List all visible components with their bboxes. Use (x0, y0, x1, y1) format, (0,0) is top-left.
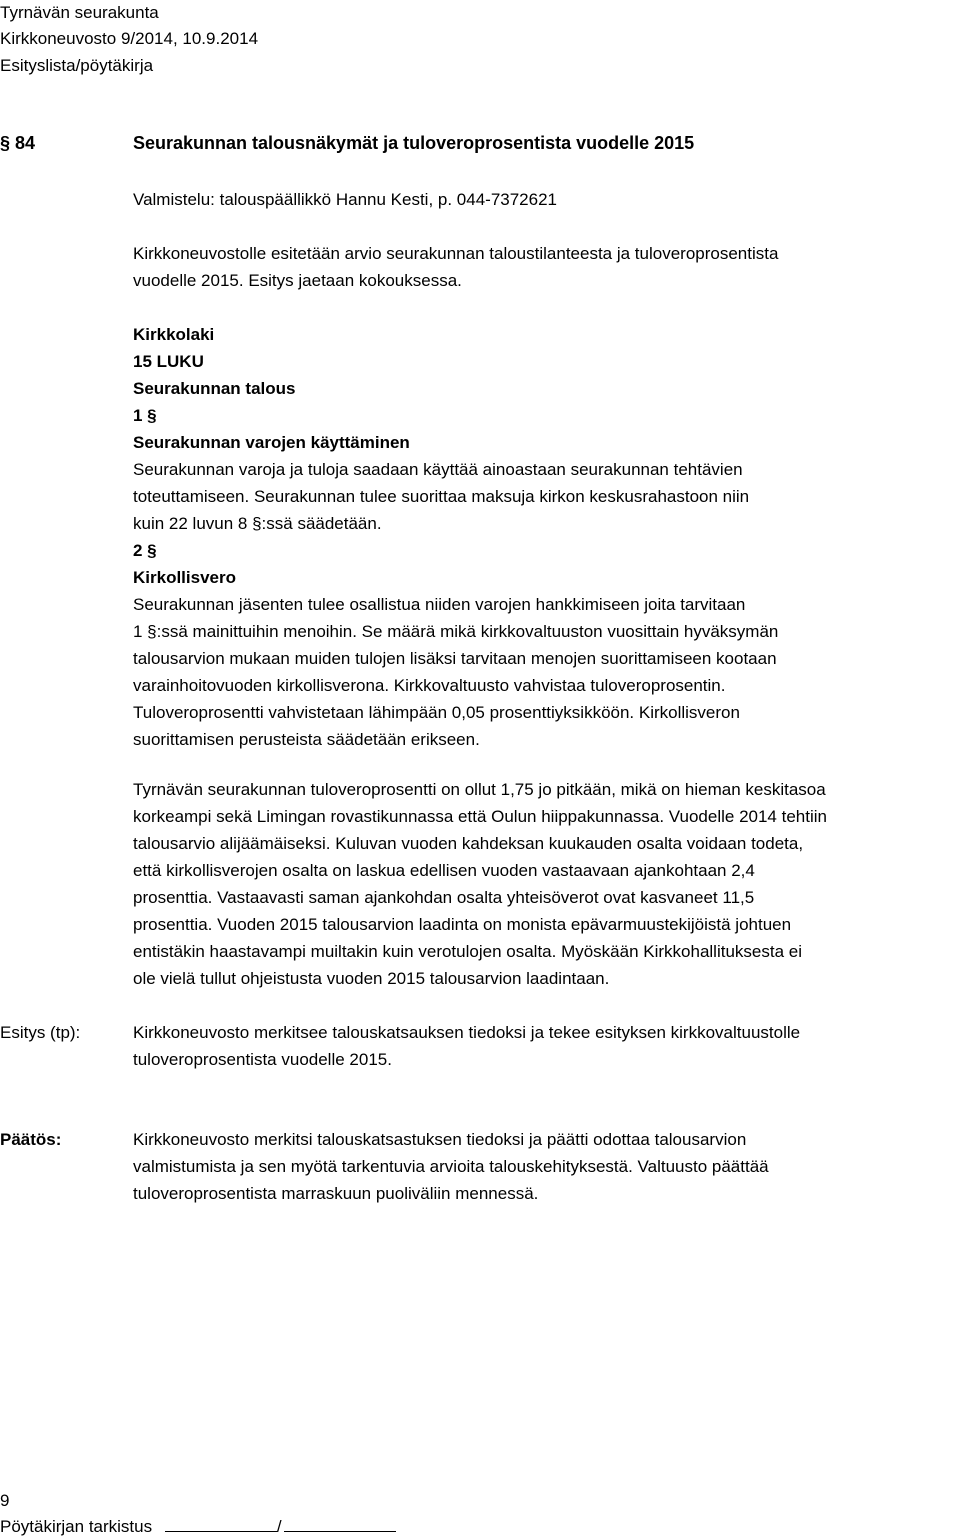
intro-line-1: Kirkkoneuvostolle esitetään arvio seurakunnan taloustilanteesta ja tuloveroprosentista (133, 244, 779, 263)
analysis-line: talousarvio alijäämäiseksi. Kuluvan vuoden kahdeksan kuukauden osalta voidaan todeta, (133, 834, 804, 853)
proposal-line: Kirkkoneuvosto merkitsee talouskatsauksen tiedoksi ja tekee esityksen kirkkovaltuustolle (133, 1023, 801, 1042)
law-section-2-line: 1 §:ssä mainittuihin menoihin. Se määrä mikä kirkkovaltuuston vuosittain hyväksymän (133, 622, 779, 641)
analysis-line: että kirkollisverojen osalta on laskua edellisen vuoden vastaavaan ajankohtaan 2,4 (133, 861, 755, 880)
law-section-1-number: 1 § (133, 406, 157, 425)
signature-line-2 (284, 1515, 396, 1532)
law-section-2-line: Seurakunnan jäsenten tulee osallistua niiden varojen hankkimiseen joita tarvitaan (133, 595, 746, 614)
law-section-2-number: 2 § (133, 541, 157, 560)
law-chapter-title: Seurakunnan talous (133, 379, 296, 398)
law-chapter: 15 LUKU (133, 352, 204, 371)
decision-line: Kirkkoneuvosto merkitsi talouskatsastuksen tiedoksi ja päätti odottaa talousarvion (133, 1130, 747, 1149)
item-title: Seurakunnan talousnäkymät ja tuloveroprosentista vuodelle 2015 (133, 133, 695, 153)
decision-line: valmistumista ja sen myötä tarkentuvia arvioita talouskehityksestä. Valtuusto päättää (133, 1157, 769, 1176)
decision-line: tuloveroprosentista marraskuun puoliväliin mennessä. (133, 1184, 539, 1203)
section-sign-icon: § (0, 133, 11, 153)
intro-line-2: vuodelle 2015. Esitys jaetaan kokouksessa. (133, 271, 462, 290)
analysis-line: prosenttia. Vastaavasti saman ajankohdan osalta yhteisöverot ovat kasvaneet 11,5 (133, 888, 755, 907)
law-section-2-line: suorittamisen perusteista säädetään erikseen. (133, 730, 480, 749)
proposal-label: Esitys (tp): (0, 1023, 81, 1042)
minutes-check-label: Pöytäkirjan tarkistus (0, 1517, 153, 1536)
page-number: 9 (0, 1491, 10, 1510)
law-section-2-line: Tuloveroprosentti vahvistetaan lähimpään 0,05 prosenttiyksikköön. Kirkollisveron (133, 703, 740, 722)
minutes-check-row (0, 1515, 396, 1538)
item-number: 84 (15, 133, 36, 153)
signature-line-1 (165, 1515, 277, 1532)
header-meeting: Kirkkoneuvosto 9/2014, 10.9.2014 (0, 29, 259, 48)
signature-separator: / (276, 1517, 282, 1536)
law-section-2-line: talousarvion mukaan muiden tulojen lisäksi tarvitaan menojen suorittamiseen kootaan (133, 649, 777, 668)
analysis-line: entistäkin haastavampi muiltakin kuin verotulojen osalta. Myöskään Kirkkohallituksesta ei (133, 942, 803, 961)
law-section-2-line: varainhoitovuoden kirkollisverona. Kirkkovaltuusto vahvistaa tuloveroprosentin. (133, 676, 726, 695)
preparation-line: Valmistelu: talouspäällikkö Hannu Kesti, p. 044-7372621 (133, 190, 558, 209)
header-doc-type: Esityslista/pöytäkirja (0, 56, 154, 75)
header-org: Tyrnävän seurakunta (0, 3, 159, 22)
item-number-row (0, 133, 35, 154)
law-section-1-title: Seurakunnan varojen käyttäminen (133, 433, 410, 452)
law-section-1-line: Seurakunnan varoja ja tuloja saadaan käyttää ainoastaan seurakunnan tehtävien (133, 460, 743, 479)
analysis-line: Tyrnävän seurakunnan tuloveroprosentti on ollut 1,75 jo pitkään, mikä on hieman keskitasoa (133, 780, 826, 799)
law-section-2-title: Kirkollisvero (133, 568, 236, 587)
decision-label: Päätös: (0, 1130, 62, 1149)
analysis-line: prosenttia. Vuoden 2015 talousarvion laadinta on monista epävarmuustekijöistä johtuen (133, 915, 792, 934)
law-section-1-line: kuin 22 luvun 8 §:ssä säädetään. (133, 514, 382, 533)
law-section-1-line: toteuttamiseen. Seurakunnan tulee suorittaa maksuja kirkon keskusrahastoon niin (133, 487, 750, 506)
analysis-line: korkeampi sekä Limingan rovastikunnassa että Oulun hiippakunnassa. Vuodelle 2014 tehtiin (133, 807, 827, 826)
law-name: Kirkkolaki (133, 325, 215, 344)
analysis-line: ole vielä tullut ohjeistusta vuoden 2015 talousarvion laadintaan. (133, 969, 610, 988)
proposal-line: tuloveroprosentista vuodelle 2015. (133, 1050, 392, 1069)
